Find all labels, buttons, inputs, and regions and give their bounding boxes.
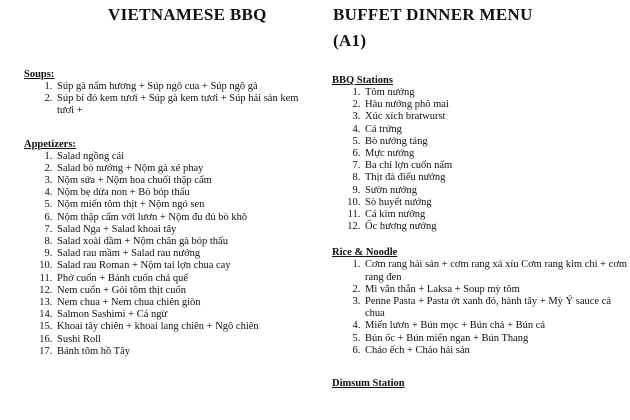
menu-item: 1. Tôm nướng (363, 87, 628, 99)
menu-item: 10. Sò huyết nướng (363, 197, 628, 209)
menu-item: 1. Súp gà nấm hương + Súp ngô cua + Súp ngô gà (55, 81, 314, 93)
menu-item: 17. Bánh tôm hồ Tây (55, 346, 314, 358)
menu-code: (A1) (333, 31, 367, 50)
menu-item: 16. Sushi Roll (55, 334, 314, 346)
menu-item: 2. Mì vằn thắn + Laksa + Soup mỳ tôm (363, 284, 628, 296)
soups-heading: Soups: (24, 69, 55, 80)
menu-item: 3. Nộm sứa + Nộm hoa chuối thập cẩm (55, 175, 314, 187)
appetizers-heading: Appetizers: (24, 138, 76, 150)
menu-item: 8. Salad xoài dầm + Nộm chân gà bóp thấu (55, 236, 314, 248)
menu-item: 15. Khoai tây chiên + khoai lang chiên + Ngô chiên (55, 321, 314, 333)
menu-item: 2. Hàu nướng phô mai (363, 99, 628, 111)
menu-item: 12. Ốc hương nướng (363, 221, 628, 233)
menu-item: 7. Salad Nga + Salad khoai tây (55, 224, 314, 236)
menu-item: 6. Nộm thập cẩm với lươn + Nộm đu đủ bò khô (55, 212, 314, 224)
bbq-heading: BBQ Stations (332, 75, 393, 86)
menu-item: 5. Bún ốc + Bún miến ngan + Bún Thang (363, 333, 628, 345)
menu-item: 1. Salad ngồng cải (55, 151, 314, 163)
menu-item: 6. Mực nướng (363, 148, 628, 160)
menu-title-right: BUFFET DINNER MENU (333, 5, 533, 24)
rice-noodle-heading: Rice & Noodle (332, 247, 398, 259)
menu-title-left: VIETNAMESE BBQ (108, 5, 267, 24)
menu-item: 4. Cá trứng (363, 124, 628, 136)
menu-item: 9. Sườn nướng (363, 185, 628, 197)
menu-item: 9. Salad rau mầm + Salad rau nướng (55, 248, 314, 260)
menu-item: 12. Nem cuốn + Gỏi tôm thịt cuốn (55, 285, 314, 297)
soups-list (24, 81, 314, 118)
menu-item: 5. Nộm miến tôm thịt + Nộm ngó sen (55, 199, 314, 211)
menu-item: 11. Cá kìm nướng (363, 209, 628, 221)
menu-item: 4. Nộm bẹ dừa non + Bò bóp thấu (55, 187, 314, 199)
menu-item: 6. Cháo ếch + Cháo hải sản (363, 345, 628, 357)
right-column (332, 74, 628, 390)
menu-item: 2. Salad bò nướng + Nộm gà xé phay (55, 163, 314, 175)
menu-item: 3. Xúc xích bratwurst (363, 111, 628, 123)
left-column (24, 68, 314, 358)
menu-item: 1. Cơm rang hải sản + cơm rang xá xíu Cơm rang kim chi + cơm rang đen (363, 259, 628, 283)
menu-item: 4. Miến lươn + Bún mọc + Bún chả + Bún cá (363, 320, 628, 332)
menu-item: 7. Ba chỉ lợn cuốn nấm (363, 160, 628, 172)
menu-item: 10. Salad rau Roman + Nộm tai lợn chua cay (55, 260, 314, 272)
menu-item: 14. Salmon Sashimi + Cá ngừ (55, 309, 314, 321)
dimsum-heading: Dimsum Station (332, 378, 405, 390)
menu-item: 5. Bò nướng tảng (363, 136, 628, 148)
menu-item: 3. Penne Pasta + Pasta ớt xanh đỏ, hành tây + Mỳ Ý sauce cà chua (363, 296, 628, 320)
menu-item: 8. Thịt đà điểu nướng (363, 172, 628, 184)
menu-item: 2. Súp bí đỏ kem tươi + Súp gà kem tươi + Súp hải sản kem tươi + (55, 93, 314, 117)
rice-noodle-list (332, 259, 628, 357)
appetizers-list (24, 151, 314, 358)
bbq-list (332, 87, 628, 233)
menu-item: 11. Phở cuốn + Bánh cuốn chả quế (55, 273, 314, 285)
menu-item: 13. Nem chua + Nem chua chiên giòn (55, 297, 314, 309)
